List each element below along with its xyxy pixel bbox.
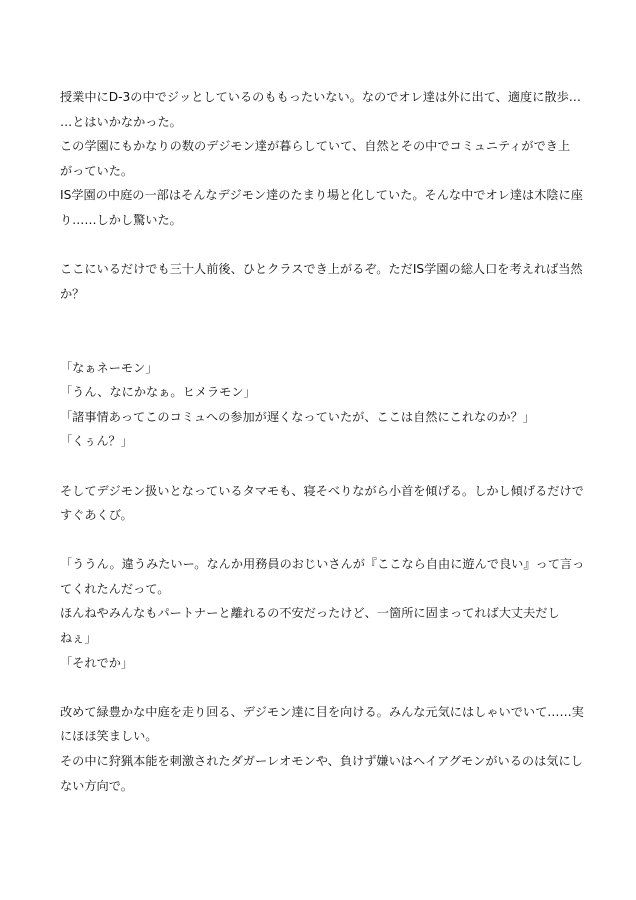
text-line: すぐあくび。 (60, 508, 133, 523)
blank-line (60, 528, 580, 553)
dialogue-line: 「諸事情あってこのコミュへの参加が遅くなっていたが、ここは自然にこれなのか？」 (60, 409, 535, 424)
dialogue-line: 「くぅん？」 (60, 434, 133, 449)
text-line: り……しかし驚いた。 (60, 212, 182, 227)
dialogue-line: ほんねやみんなもパートナーと離れるの不安だったけど、一箇所に固まってれば大丈夫だし (60, 606, 560, 621)
text-line: そしてデジモン扱いとなっているタマモも、寝そべりながら小首を傾げる。しかし傾げるだけで (60, 483, 584, 498)
blank-line (60, 454, 580, 479)
dialogue-line: 「それでか」 (60, 655, 134, 670)
blank-line (60, 306, 580, 331)
blank-line (60, 233, 580, 258)
text-line: にほほ笑ましい。 (60, 729, 158, 744)
text-line: その中に狩猟本能を刺激されたダガーレオモンや、負けず嫌いはヘイアグモンがいるのは気にし (60, 754, 583, 769)
body-text (60, 85, 585, 798)
text-line: IS学園の中庭の一部はそんなデジモン達のたまり場と化していた。そんな中でオレ達は木陰に座 (60, 188, 583, 203)
blank-line (60, 675, 580, 700)
text-line: ない方向で。 (60, 778, 133, 793)
text-line: 改めて緑豊かな中庭を走り回る、デジモン達に目を向ける。みんな元気にはしゃいでいて……実 (60, 704, 584, 719)
text-line: 授業中にD-3の中でジッとしているのももったいない。なのでオレ達は外に出て、適度に散歩… (60, 90, 581, 104)
text-line: か？ (60, 286, 85, 301)
dialogue-line: 「なぁネーモン」 (60, 360, 158, 375)
blank-line (60, 331, 580, 356)
text-line: ここにいるだけでも三十人前後、ひとクラスでき上がるぞ。ただIS学園の総人口を考えれば当然 (60, 262, 583, 277)
dialogue-line: 「うん、なにかなぁ。ヒメラモン」 (60, 385, 256, 400)
dialogue-line: ねぇ」 (60, 631, 97, 646)
dialogue-line: てくれたんだって。 (60, 581, 170, 596)
text-line: がっていた。 (60, 163, 134, 178)
dialogue-line: 「ううん。違うみたいー。なんか用務員のおじいさんが『ここなら自由に遊んで良い』って言っ (60, 557, 585, 572)
text-line: この学園にもかなりの数のデジモン達が暮らしていて、自然とその中でコミュニティができ上 (60, 139, 571, 154)
text-line: …とはいかなかった。 (60, 114, 182, 129)
